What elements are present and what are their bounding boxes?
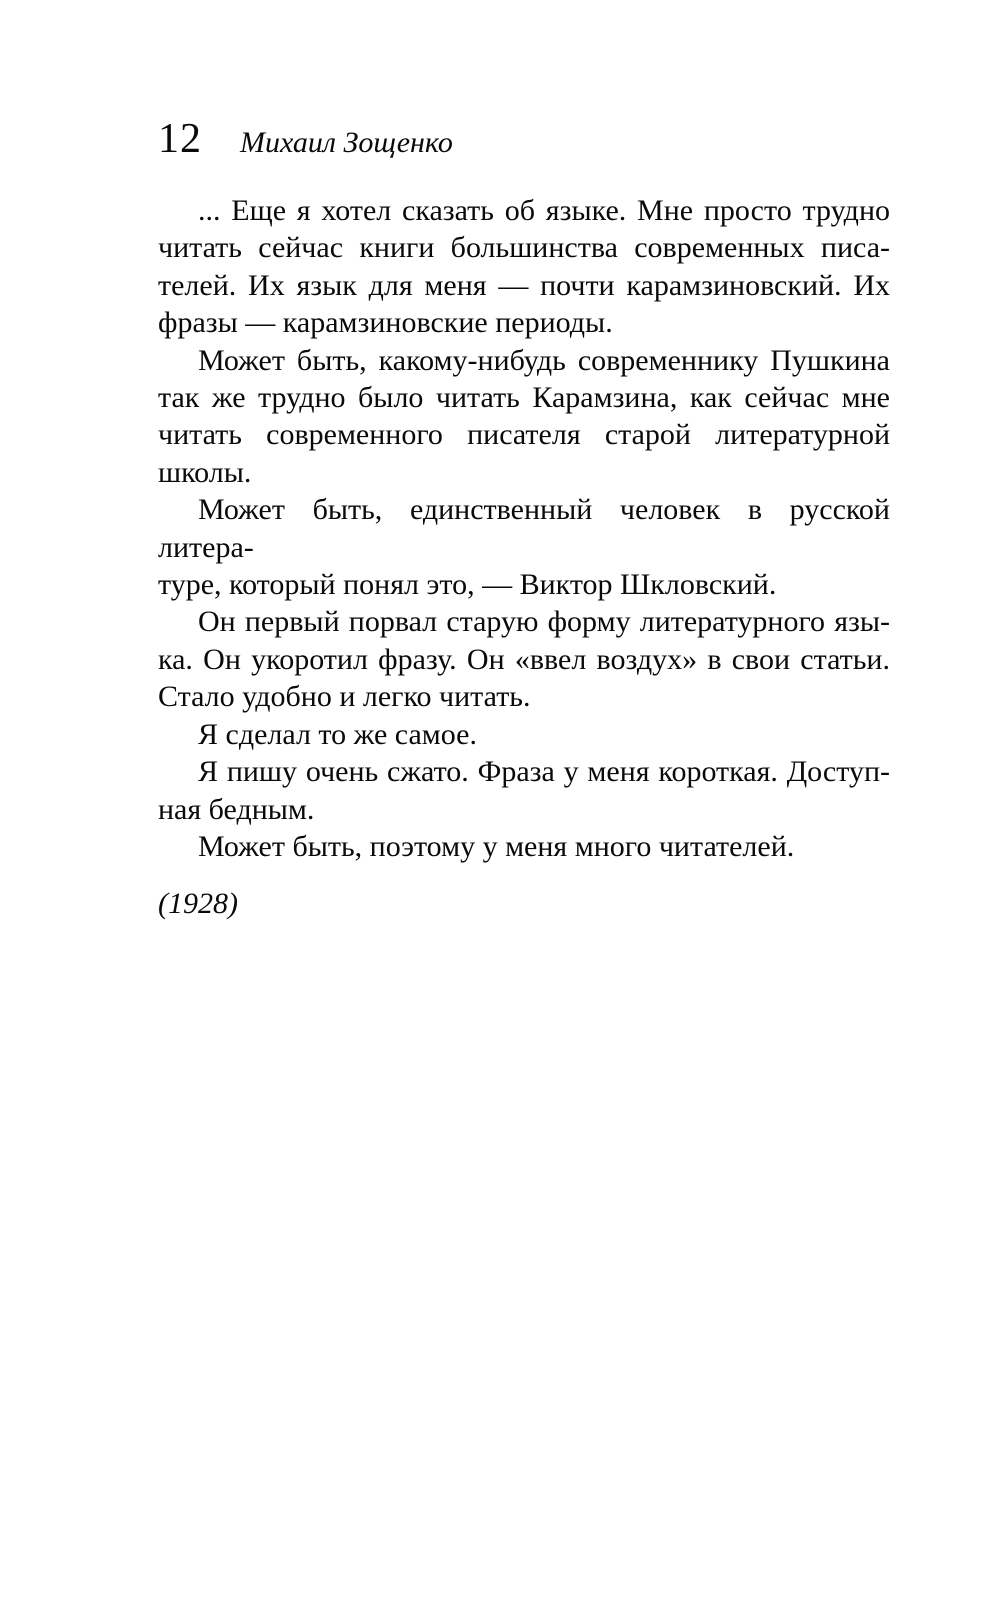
text-line: ка. Он укоротил фразу. Он «ввел воздух» в свои статьи. [158, 642, 890, 676]
paragraph [158, 753, 890, 828]
text-line: Может быть, единственный человек в русской литера- [158, 493, 890, 564]
paragraph [158, 342, 890, 492]
paragraph [158, 192, 890, 342]
text-line: телей. Их язык для меня — почти карамзиновский. Их [158, 268, 890, 302]
text-line: Он первый порвал старую форму литературного язы- [198, 605, 890, 639]
text-line: туре, который понял это, — Виктор Шкловский. [158, 568, 777, 602]
text-line: Стало удобно и легко читать. [158, 680, 531, 714]
text-line: Я пишу очень сжато. Фраза у меня короткая. Доступ- [198, 755, 890, 789]
page-number: 12 [158, 116, 202, 162]
text-line: ная бедным. [158, 792, 315, 826]
paragraph [158, 491, 890, 603]
text-line: читать современного писателя старой литературной [158, 418, 890, 452]
paragraph [158, 828, 890, 865]
text-line: фразы — карамзиновские периоды. [158, 306, 613, 340]
text-line: так же трудно было читать Карамзина, как сейчас мне [158, 381, 890, 415]
text-line: читать сейчас книги большинства современных писа- [158, 231, 890, 265]
text-line: Может быть, поэтому у меня много читателей. [198, 829, 795, 863]
body-text [158, 192, 890, 865]
running-title: Михаил Зощенко [240, 126, 453, 159]
text-line: школы. [158, 455, 252, 489]
date-line: (1928) [158, 887, 238, 921]
text-line: Может быть, какому-нибудь современнику Пушкина [198, 343, 890, 377]
paragraph [158, 716, 890, 753]
text-line: Я сделал то же самое. [198, 717, 477, 751]
paragraph [158, 603, 890, 715]
text-line: ... Еще я хотел сказать об языке. Мне просто трудно [198, 194, 890, 227]
page-header [158, 118, 890, 160]
